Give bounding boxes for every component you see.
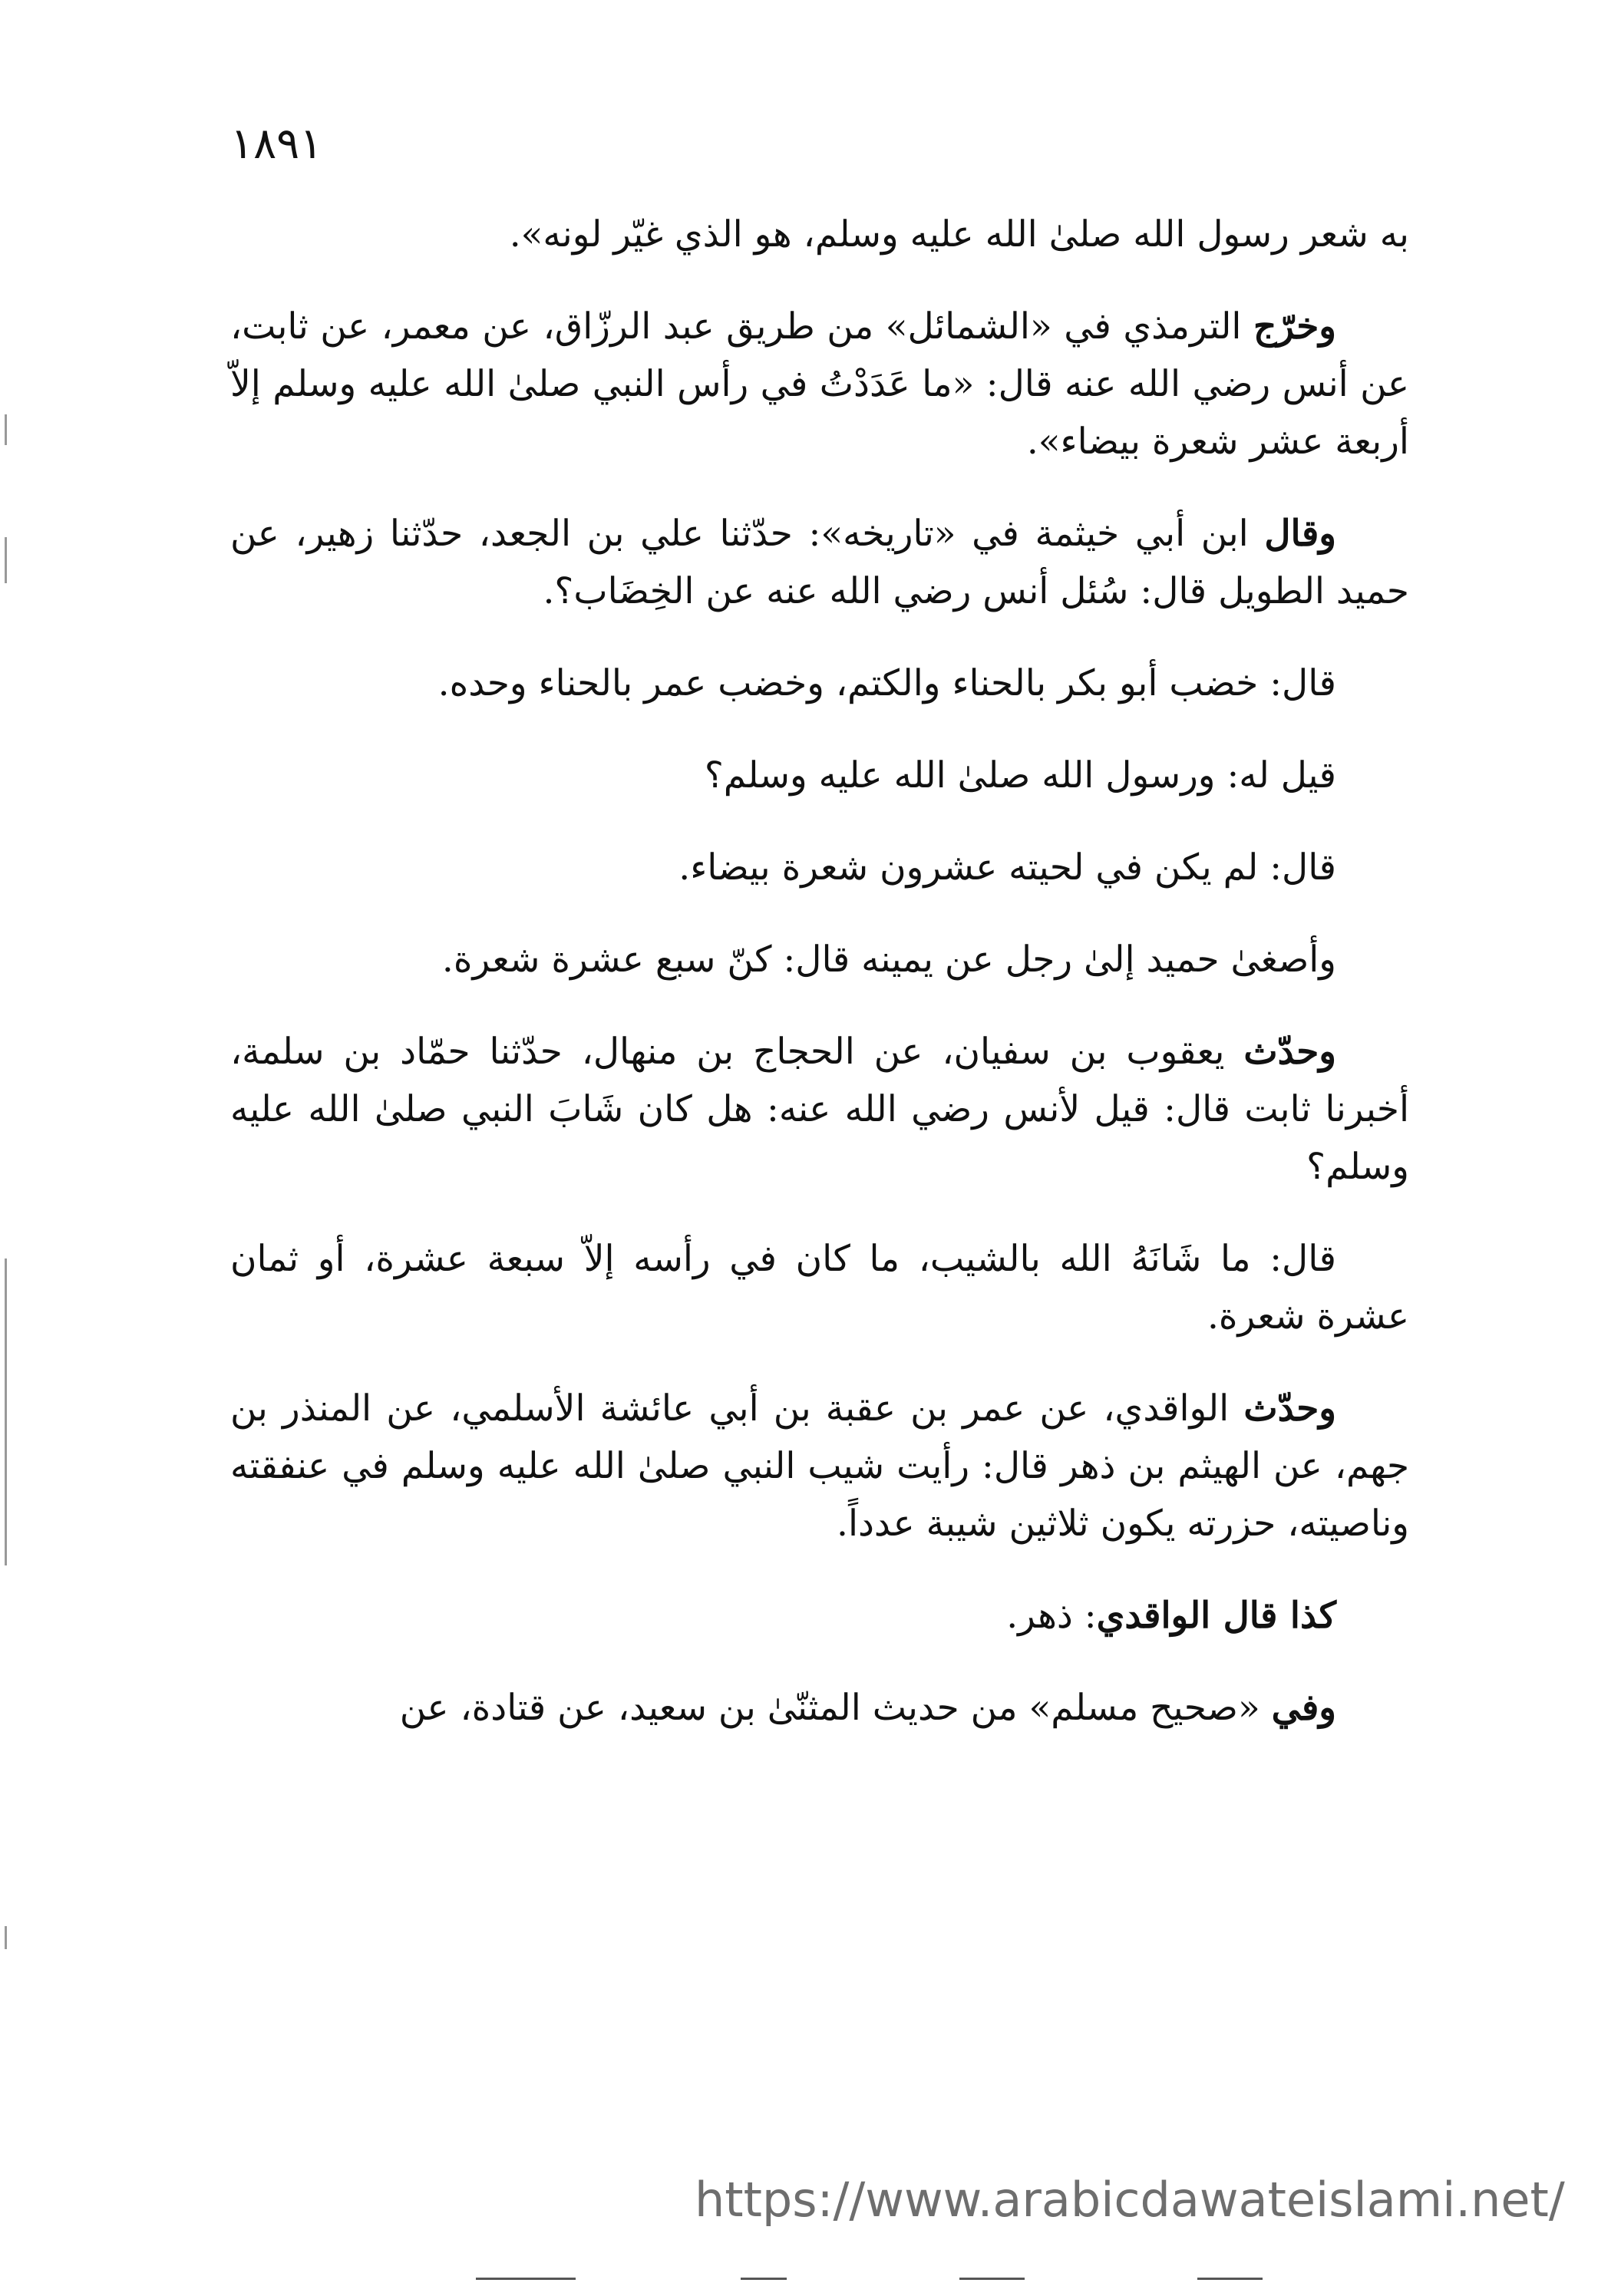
paragraph-2-text: الترمذي في «الشمائل» من طريق عبد الرزّاق، عن معمر، عن ثابت، عن أنس رضي الله عنه قال: «ما عَدَدْتُ في رأس النبي صلىٰ الله عليه وسلم إلاّ أربعة عشر شعرة بيضاء». bbox=[230, 305, 1409, 463]
paragraph-2 bbox=[230, 298, 1409, 470]
scan-margin-mark bbox=[5, 414, 7, 445]
scan-bottom-rule bbox=[1197, 2278, 1263, 2280]
scan-margin-mark bbox=[5, 1259, 7, 1565]
paragraph-2-lead: وخرّج bbox=[1253, 305, 1336, 348]
paragraph-11-lead: كذا قال الواقدي bbox=[1096, 1595, 1336, 1637]
paragraph-10 bbox=[230, 1380, 1409, 1552]
paragraph-12 bbox=[230, 1679, 1409, 1737]
paragraph-5-text: قيل له: ورسول الله صلىٰ الله عليه وسلم؟ bbox=[704, 754, 1336, 797]
paragraph-5 bbox=[230, 747, 1409, 804]
paragraph-3-text: ابن أبي خيثمة في «تاريخه»: حدّثنا علي بن الجعد، حدّثنا زهير، عن حميد الطويل قال: سُئل أنس رضي الله عنه عن الخِضَاب؟. bbox=[230, 513, 1409, 612]
page-number: ١٨٩١ bbox=[230, 119, 323, 169]
scan-bottom-rule bbox=[476, 2278, 576, 2280]
paragraph-6-text: قال: لم يكن في لحيته عشرون شعرة بيضاء. bbox=[678, 846, 1336, 889]
paragraph-9 bbox=[230, 1230, 1409, 1345]
paragraph-11 bbox=[230, 1587, 1409, 1644]
paragraph-12-text: «صحيح مسلم» من حديث المثنّىٰ بن سعيد، عن قتادة، عن bbox=[399, 1687, 1272, 1729]
paragraph-4 bbox=[230, 655, 1409, 712]
paragraph-10-lead: وحدّث bbox=[1243, 1387, 1336, 1430]
paragraph-8-text: يعقوب بن سفيان، عن الحجاج بن منهال، حدّثنا حمّاد بن سلمة، أخبرنا ثابت قال: قيل لأنس رضي الله عنه: هل كان شَابَ النبي صلىٰ الله عليه وسلم؟ bbox=[230, 1031, 1409, 1188]
paragraph-6 bbox=[230, 839, 1409, 896]
paragraph-4-text: قال: خضب أبو بكر بالحناء والكتم، وخضب عمر بالحناء وحده. bbox=[437, 662, 1336, 704]
scan-margin-mark bbox=[5, 537, 7, 583]
paragraph-3-lead: وقال bbox=[1264, 513, 1336, 555]
watermark-url: https://www.arabicdawateislami.net/ bbox=[695, 2172, 1565, 2228]
paragraph-8-lead: وحدّث bbox=[1243, 1031, 1336, 1073]
scan-bottom-rule bbox=[959, 2278, 1025, 2280]
scan-margin-mark bbox=[5, 1926, 7, 1949]
paragraph-1 bbox=[230, 206, 1409, 263]
paragraph-1-text: به شعر رسول الله صلىٰ الله عليه وسلم، هو الذي غيّر لونه». bbox=[509, 213, 1409, 256]
paragraph-7-text: وأصغىٰ حميد إلىٰ رجل عن يمينه قال: كنّ سبع عشرة شعرة. bbox=[441, 939, 1336, 981]
paragraph-8 bbox=[230, 1023, 1409, 1196]
paragraph-7 bbox=[230, 931, 1409, 988]
paragraph-12-lead: وفي bbox=[1271, 1687, 1336, 1729]
paragraph-9-text: قال: ما شَانَهُ الله بالشيب، ما كان في رأسه إلاّ سبعة عشرة، أو ثمان عشرة شعرة. bbox=[230, 1238, 1409, 1338]
body-text bbox=[230, 206, 1409, 1771]
paragraph-11-text: : ذهر. bbox=[1006, 1595, 1097, 1637]
paragraph-10-text: الواقدي، عن عمر بن عقبة بن أبي عائشة الأسلمي، عن المنذر بن جهم، عن الهيثم بن ذهر قال: رأيت شيب النبي صلىٰ الله عليه وسلم في عنفقته وناصيته، حزرته يكون ثلاثين شيبة عدداً. bbox=[230, 1387, 1409, 1545]
scan-bottom-rule bbox=[741, 2278, 787, 2280]
paragraph-3 bbox=[230, 505, 1409, 620]
